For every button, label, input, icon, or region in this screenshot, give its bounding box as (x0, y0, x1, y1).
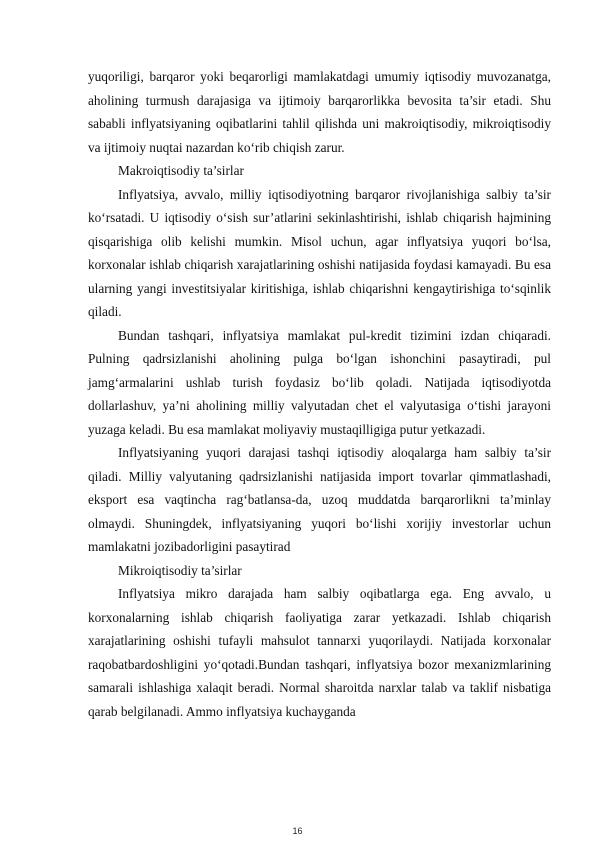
paragraph-micro-1: Inflyatsiya mikro darajada ham salbiy oqibatlarga ega. Eng avvalo, u korxonalarning ishlab chiqarish faoliyatiga zarar yetkazadi. Ishlab chiqarish xarajatlarining oshishi tufayli mahsulot tannarxi yuqorilaydi. Natijada korxonalar raqobatbardoshligini yo‘qotadi.Bundan tashqari, inflyatsiya bozor mexanizmlarining samarali ishlashiga xalaqit beradi. Normal sharoitda narxlar talab va taklif nisbatiga qarab belgilanadi. Ammo inflyatsiya kuchayganda (88, 586, 551, 719)
body-text (88, 65, 551, 723)
heading-macroeconomic-effects: Makroiqtisodiy ta’sirlar (118, 163, 244, 178)
paragraph-macro-3: Inflyatsiyaning yuqori darajasi tashqi iqtisodiy aloqalarga ham salbiy ta’sir qiladi. Milliy valyutaning qadrsizlanishi natijasida import tovarlar qimmatlashadi, eksport esa vaqtincha rag‘batlansa-da, uzoq muddatda barqarorlikni ta’minlay olmaydi. Shuningdek, inflyatsiyaning yuqori bo‘lishi xorijiy investorlar uchun mamlakatni jozibadorligini pasaytirad (88, 445, 551, 554)
paragraph-intro-continuation: yuqoriligi, barqaror yoki beqarorligi mamlakatdagi umumiy iqtisodiy muvozanatga, aholining turmush darajasiga va ijtimoiy barqarorlikka bevosita ta’sir etadi. Shu sababli inflyatsiyaning oqibatlarini tahlil qilishda uni makroiqtisodiy, mikroiqtisodiy va ijtimoiy nuqtai nazardan ko‘rib chiqish zarur. (88, 69, 551, 155)
paragraph-macro-2: Bundan tashqari, inflyatsiya mamlakat pul-kredit tizimini izdan chiqaradi. Pulning qadrsizlanishi aholining pulga bo‘lgan ishonchini pasaytiradi, pul jamg‘armalarini ushlab turish foydasiz bo‘lib qoladi. Natijada iqtisodiyotda dollarlashuv, ya’ni aholining milliy valyutadan chet el valyutasiga o‘tishi jarayoni yuzaga keladi. Bu esa mamlakat moliyaviy mustaqilligiga putur yetkazadi. (88, 327, 551, 437)
heading-microeconomic-effects: Mikroiqtisodiy ta’sirlar (118, 562, 242, 578)
paragraph-macro-1: Inflyatsiya, avvalo, milliy iqtisodiyotning barqaror rivojlanishiga salbiy ta’sir ko‘rsatadi. U iqtisodiy o‘sish sur’atlarini sekinlashtirishi, ishlab chiqarish hajmining qisqarishiga olib kelishi mumkin. Misol uchun, agar inflyatsiya yuqori bo‘lsa, korxonalar ishlab chiqarish xarajatlarining oshishi natijasida foydasi kamayadi. Bu esa ularning yangi investitsiyalar kiritishiga, ishlab chiqarishni kengaytirishiga to‘sqinlik qiladi. (88, 186, 551, 319)
page-number: 16 (292, 826, 303, 836)
